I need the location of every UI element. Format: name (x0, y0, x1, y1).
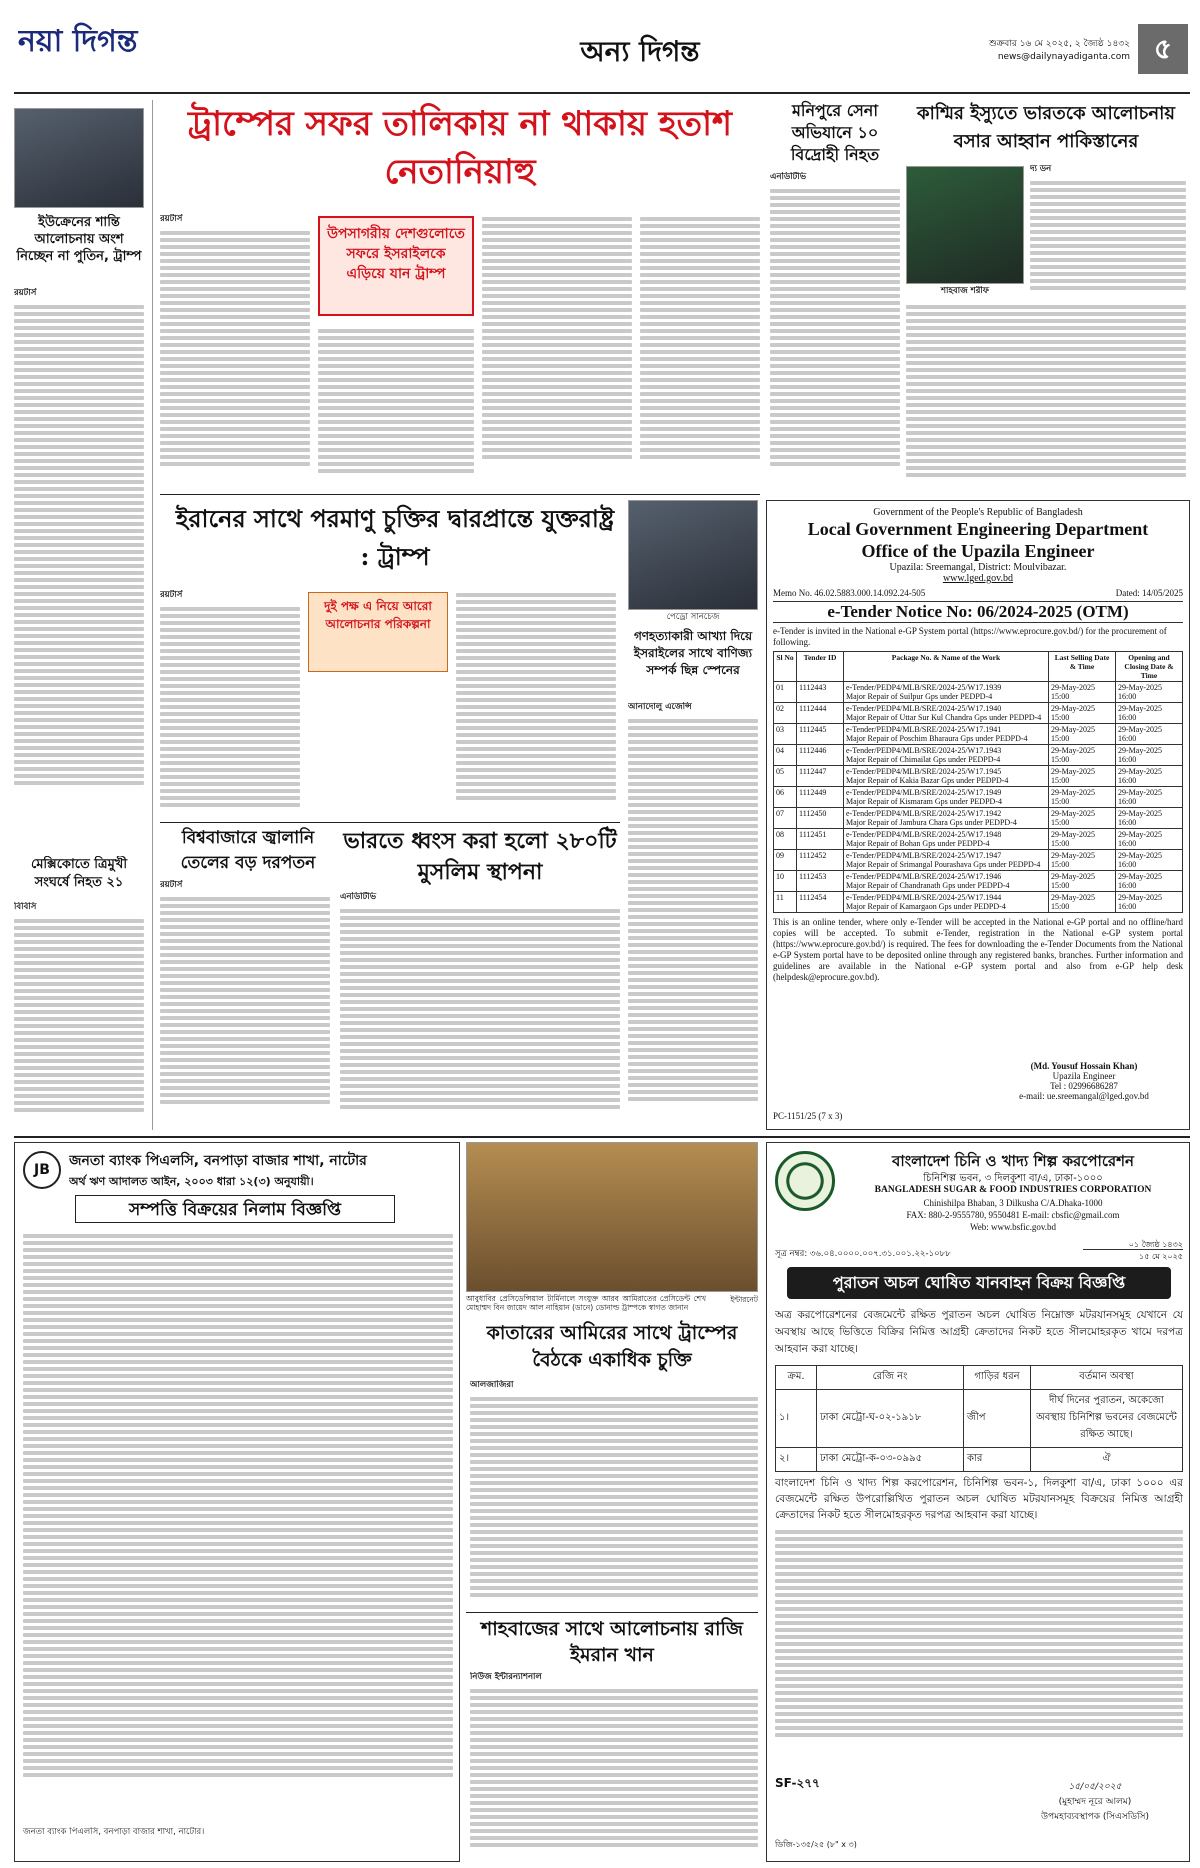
tender-cell-id: 1112452 (797, 850, 844, 871)
tender-table-row (774, 682, 1183, 703)
tender-cell-opening-line2: 16:00 (1118, 818, 1137, 827)
tender-table-row (774, 829, 1183, 850)
kashmir-headline: কাশ্মির ইস্যুতে ভারতকে আলোচনায় বসার আহ্বান পাকিস্তানের (917, 103, 1175, 152)
tender-cell-opening-line2: 16:00 (1118, 797, 1137, 806)
tender-signer-title: Upazila Engineer (1052, 1071, 1116, 1081)
tender-table-row (774, 892, 1183, 913)
tender-cell-selling (1049, 829, 1116, 850)
tender-upazila: Upazila: Sreemangal, District: Moulvibazar. (889, 562, 1067, 573)
tender-cell-selling (1049, 682, 1116, 703)
tender-cell-opening (1116, 871, 1183, 892)
tender-pc: PC-1151/25 (7 x 3) (773, 1111, 843, 1121)
imran-headline: শাহবাজের সাথে আলোচনায় রাজি ইমরান খান (481, 1618, 743, 1666)
tender-cell-opening-line2: 16:00 (1118, 839, 1137, 848)
tender-cell-opening-line1: 29-May-2025 (1118, 893, 1162, 902)
tender-cell-package (844, 787, 1049, 808)
iran-callout: দুই পক্ষ এ নিয়ে আরো আলোচনার পরিকল্পনা (324, 599, 432, 631)
tender-cell-id: 1112447 (797, 766, 844, 787)
tender-cell-opening-line2: 16:00 (1118, 881, 1137, 890)
tender-cell-package-line2: Major Repair of Kakia Bazar Gps under PEDPD-4 (846, 776, 1009, 785)
tender-table-body (774, 682, 1183, 913)
iran-body-col1 (160, 604, 300, 824)
tender-footer-text: This is an online tender, where only e-Tender will be accepted in the National e-GP portal and no offline/hard copies will be accepted. To submit e-Tender, registration in the National e-GP system portal (https://www.eprocure.gov.bd/) is required. The fees for downloading the e-Tender Documents from the National e-GP System portal have to be deposited online through any registered banks, branches. Further information and guidelines are available in the National e-GP system portal and also from e-GP help desk (helpdesk@eprocure.gov.bd). (773, 917, 1183, 982)
tender-cell-id: 1112449 (797, 787, 844, 808)
tender-cell-opening-line2: 16:00 (1118, 860, 1137, 869)
tender-cell-package-line2: Major Repair of Chandranath Gps under PEDPD-4 (846, 881, 1010, 890)
page-number: ৫ (1138, 24, 1188, 74)
tender-dated: Dated: 14/05/2025 (1115, 588, 1183, 598)
bsfic-vehicle-table (775, 1365, 1183, 1472)
qatar-dateline: আলজাজিরা (470, 1380, 514, 1390)
bsfic-cell-type: জীপ (964, 1390, 1031, 1448)
tender-cell-selling (1049, 724, 1116, 745)
bsfic-name-en: BANGLADESH SUGAR & FOOD INDUSTRIES CORPORATION (874, 1185, 1152, 1195)
bank-logo: JB (23, 1151, 61, 1189)
bsfic-date2: ১৫ মে ২০২৫ (1139, 1252, 1183, 1261)
tender-intro: e-Tender is invited in the National e-GP System portal (https://www.eprocure.gov.bd/) for the procurement of following. (773, 626, 1167, 647)
oil-dateline: রয়টার্স (160, 880, 183, 890)
tender-cell-selling-line1: 29-May-2025 (1051, 872, 1095, 881)
bsfic-notice (766, 1142, 1190, 1862)
tender-col-id: Tender ID (797, 652, 844, 682)
tender-cell-opening (1116, 703, 1183, 724)
bsfic-col-type: গাড়ির ধরন (964, 1366, 1031, 1390)
tender-office: Office of the Upazila Engineer (861, 541, 1095, 561)
tender-cell-sl: 05 (774, 766, 797, 787)
mexico-headline: মেক্সিকোতে ত্রিমুখী সংঘর্ষে নিহত ২১ (30, 857, 128, 890)
tender-cell-id: 1112446 (797, 745, 844, 766)
tender-cell-id: 1112450 (797, 808, 844, 829)
bsfic-ref: সূত্র নম্বর: ৩৬.০৪.০০০০.০০৭.৩১.০০১.২২-১০৮৮ (775, 1249, 951, 1259)
bsfic-col-serial: ক্রম. (776, 1366, 817, 1390)
manipur-body (770, 186, 900, 492)
tender-cell-opening-line2: 16:00 (1118, 902, 1137, 911)
tender-cell-selling-line1: 29-May-2025 (1051, 809, 1095, 818)
tender-cell-selling-line2: 15:00 (1051, 692, 1070, 701)
tender-cell-package (844, 871, 1049, 892)
tender-title: e-Tender Notice No: 06/2024-2025 (OTM) (773, 601, 1183, 623)
bsfic-table-row (776, 1390, 1183, 1448)
bsfic-name-bn: বাংলাদেশ চিনি ও খাদ্য শিল্প করপোরেশন (892, 1152, 1134, 1170)
tender-cell-selling-line1: 29-May-2025 (1051, 746, 1095, 755)
kashmir-body-bottom (906, 302, 1186, 492)
bsfic-table-header (776, 1366, 1183, 1390)
tender-cell-id: 1112445 (797, 724, 844, 745)
tender-cell-package (844, 703, 1049, 724)
tender-cell-selling-line2: 15:00 (1051, 881, 1070, 890)
tender-cell-selling-line1: 29-May-2025 (1051, 830, 1095, 839)
tender-cell-package (844, 724, 1049, 745)
iran-rule (160, 822, 620, 823)
tender-cell-opening-line1: 29-May-2025 (1118, 851, 1162, 860)
tender-email: e-mail: ue.sreemangal@lged.gov.bd (1019, 1091, 1149, 1101)
iran-callout-box (308, 592, 448, 672)
india-headline: ভারতে ধ্বংস করা হলো ২৮০টি মুসলিম স্থাপনা (343, 828, 617, 885)
tender-cell-selling-line2: 15:00 (1051, 797, 1070, 806)
tender-memo: Memo No. 46.02.5883.000.14.092.24-505 (773, 588, 926, 598)
india-dateline: এনডিটিভি (340, 892, 377, 902)
tender-table-row (774, 766, 1183, 787)
tender-cell-package-line1: e-Tender/PEDP4/MLB/SRE/2024-25/W17.1945 (846, 767, 1002, 776)
tender-cell-id: 1112453 (797, 871, 844, 892)
tender-cell-opening-line2: 16:00 (1118, 692, 1137, 701)
qatar-rule (466, 1612, 758, 1613)
tender-cell-package-line2: Major Repair of Kamargaon Gps under PEDPD-4 (846, 902, 1006, 911)
lead-dateline: রয়টার্স (160, 214, 183, 224)
tender-cell-opening (1116, 829, 1183, 850)
bsfic-table-row (776, 1448, 1183, 1472)
tender-cell-sl: 02 (774, 703, 797, 724)
tender-cell-opening-line2: 16:00 (1118, 776, 1137, 785)
tender-cell-selling-line2: 15:00 (1051, 902, 1070, 911)
qatar-headline: কাতারের আমিরের সাথে ট্রাম্পের বৈঠকে একাধিক চুক্তি (486, 1322, 738, 1371)
lead-body-col2 (318, 326, 474, 488)
iran-body-col2 (456, 590, 616, 824)
tender-cell-selling-line1: 29-May-2025 (1051, 788, 1095, 797)
tender-cell-sl: 06 (774, 787, 797, 808)
tender-cell-sl: 08 (774, 829, 797, 850)
bsfic-size-note: ডিজি-১৩৫/২৫ (৮" x ৩) (775, 1840, 857, 1849)
tender-cell-selling-line1: 29-May-2025 (1051, 767, 1095, 776)
lead-body-col4 (640, 214, 760, 488)
tender-cell-id: 1112451 (797, 829, 844, 850)
masthead (0, 0, 1200, 86)
bsfic-signer: (মুহাম্মদ নূরে আলম) (1058, 1797, 1132, 1807)
tender-table-row (774, 703, 1183, 724)
lead-callout-box (318, 216, 474, 316)
tender-cell-sl: 03 (774, 724, 797, 745)
tender-cell-opening (1116, 682, 1183, 703)
tender-cell-package-line1: e-Tender/PEDP4/MLB/SRE/2024-25/W17.1939 (846, 683, 1002, 692)
tender-table-row (774, 787, 1183, 808)
bsfic-web[interactable]: Web: www.bsfic.gov.bd (969, 1222, 1057, 1232)
tender-cell-package-line1: e-Tender/PEDP4/MLB/SRE/2024-25/W17.1942 (846, 809, 1002, 818)
tender-cell-package-line2: Major Repair of Bohan Gps under PEDPD-4 (846, 839, 990, 848)
ukraine-dateline: রয়টার্স (14, 288, 37, 298)
bank-sub: অর্থ ঋণ আদালত আইন, ২০০৩ ধারা ১২(৩) অনুযায়ী। (69, 1175, 314, 1188)
qatar-caption: আবুধাবির প্রেসিডেন্সিয়াল টার্মিনালে সংযুক্ত আরব আমিরাতের প্রেসিডেন্ট শেখ মোহাম্মদ বিন জায়েদ আল নাহিয়ান (ডানে) ডোনাল্ড ট্রাম্পকে স্বাগত জানান (466, 1294, 706, 1312)
tender-tel: Tel : 02996686287 (1050, 1081, 1118, 1091)
tender-cell-opening (1116, 892, 1183, 913)
tender-cell-selling (1049, 745, 1116, 766)
tender-cell-id: 1112454 (797, 892, 844, 913)
manipur-headline: মনিপুরে সেনা অভিযানে ১০ বিদ্রোহী নিহত (790, 101, 880, 164)
tender-table-row (774, 850, 1183, 871)
tender-cell-package-line1: e-Tender/PEDP4/MLB/SRE/2024-25/W17.1947 (846, 851, 1002, 860)
bsfic-notice-title: পুরাতন অচল ঘোষিত যানবাহন বিক্রয় বিজ্ঞপ্তি (787, 1267, 1171, 1299)
kashmir-caption: শাহবাজ শরীফ (940, 286, 990, 296)
tender-cell-package (844, 892, 1049, 913)
tender-cell-package-line2: Major Repair of Suilpur Gps under PEDPD-4 (846, 692, 993, 701)
bsfic-cell-type: কার (964, 1448, 1031, 1472)
bsfic-cell-state: ঐ (1031, 1448, 1183, 1472)
tender-cell-opening (1116, 787, 1183, 808)
bank-title: জনতা ব্যাংক পিএলসি, বনপাড়া বাজার শাখা, নাটোর (69, 1153, 367, 1169)
tender-col-selling: Last Selling Date & Time (1049, 652, 1116, 682)
spain-headline: গণহত্যাকারী আখ্যা দিয়ে ইসরাইলের সাথে বাণিজ্য সম্পর্ক ছিন্ন স্পেনের (633, 629, 753, 677)
tender-cell-package-line2: Major Repair of Kismaram Gps under PEDPD-4 (846, 797, 1002, 806)
tender-cell-opening-line1: 29-May-2025 (1118, 809, 1162, 818)
tender-cell-opening-line1: 29-May-2025 (1118, 788, 1162, 797)
bsfic-intro: অত্র করপোরেশনের বেজমেন্টে রক্ষিত পুরাতন অচল ঘোষিত নিম্নোক্ত মটরযানসমূহ যেখানে যে অবস্থায় আছে ভিত্তিতে বিক্রির নিমিত্ত আগ্রহী ক্রেতাদের নিকট হতে সীলমোহরকৃত খামে দরপত্র আহবান করা যাচ্ছে। (775, 1309, 1183, 1355)
tender-dept: Local Government Engineering Department (807, 519, 1149, 539)
tender-cell-package (844, 808, 1049, 829)
bsfic-table-body (776, 1390, 1183, 1472)
spain-caption: পেড্রো সানচেজ (666, 612, 720, 622)
tender-signer: (Md. Yousuf Hossain Khan) (1030, 1061, 1138, 1071)
lead-rule (160, 494, 760, 495)
bsfic-signer-title: উপমহাব্যবস্থাপক (সিএসডিসি) (1041, 1812, 1149, 1822)
website: news@dailynayadiganta.com (997, 52, 1130, 62)
tender-cell-package (844, 682, 1049, 703)
kashmir-dateline: দ্য ডন (1030, 164, 1052, 174)
tender-cell-package (844, 829, 1049, 850)
tender-cell-package-line1: e-Tender/PEDP4/MLB/SRE/2024-25/W17.1948 (846, 830, 1002, 839)
bsfic-fax: FAX: 880-2-9555780, 9550481 E-mail: cbsfic@gmail.com (906, 1210, 1120, 1220)
tender-cell-selling-line2: 15:00 (1051, 755, 1070, 764)
tender-cell-selling (1049, 703, 1116, 724)
bsfic-signature-block (1007, 1769, 1183, 1833)
tender-cell-package (844, 745, 1049, 766)
tender-cell-selling-line1: 29-May-2025 (1051, 704, 1095, 713)
bsfic-date1: ০১ জ্যৈষ্ঠ ১৪৩২ (1083, 1239, 1183, 1250)
tender-table-row (774, 745, 1183, 766)
tender-cell-package-line1: e-Tender/PEDP4/MLB/SRE/2024-25/W17.1940 (846, 704, 1002, 713)
tender-cell-package-line2: Major Repair of Srimangal Pourashava Gps under PEDPD-4 (846, 860, 1041, 869)
tender-cell-opening-line2: 16:00 (1118, 713, 1137, 722)
tender-cell-selling-line2: 15:00 (1051, 713, 1070, 722)
bank-notice (14, 1142, 460, 1862)
tender-cell-selling (1049, 787, 1116, 808)
tender-cell-package-line1: e-Tender/PEDP4/MLB/SRE/2024-25/W17.1946 (846, 872, 1002, 881)
tender-cell-package-line1: e-Tender/PEDP4/MLB/SRE/2024-25/W17.1949 (846, 788, 1002, 797)
left-column (14, 100, 148, 1130)
tender-cell-opening (1116, 850, 1183, 871)
bank-notice-title: সম্পত্তি বিক্রয়ের নিলাম বিজ্ঞপ্তি (75, 1195, 395, 1223)
tender-col-sl: Sl No (774, 652, 797, 682)
tender-cell-opening-line1: 29-May-2025 (1118, 683, 1162, 692)
tender-cell-package-line1: e-Tender/PEDP4/MLB/SRE/2024-25/W17.1941 (846, 725, 1002, 734)
tender-cell-package-line2: Major Repair of Poschim Bharaura Gps under PEDPD-4 (846, 734, 1028, 743)
tender-table (773, 651, 1183, 913)
lead-body-col1 (160, 228, 310, 488)
tender-cell-package-line2: Major Repair of Jambura Chara Gps under PEDPD-4 (846, 818, 1017, 827)
imran-body (470, 1686, 758, 1862)
tender-cell-selling-line2: 15:00 (1051, 734, 1070, 743)
tender-cell-selling-line1: 29-May-2025 (1051, 893, 1095, 902)
lead-body-col3 (482, 214, 632, 488)
newspaper-logo: নয়া দিগন্ত (18, 24, 138, 59)
tender-cell-selling-line1: 29-May-2025 (1051, 725, 1095, 734)
bsfic-col-reg: রেজি নং (817, 1366, 964, 1390)
spain-body (628, 716, 758, 1126)
tender-cell-package-line2: Major Repair of Uttar Sur Kul Chandra Gps under PEDPD-4 (846, 713, 1042, 722)
imran-dateline: নিউজ ইন্টারন্যাশনাল (470, 1672, 542, 1682)
tender-cell-sl: 07 (774, 808, 797, 829)
tender-cell-selling (1049, 850, 1116, 871)
bsfic-body-text: বাংলাদেশ চিনি ও খাদ্য শিল্প করপোরেশন, চিনিশিল্প ভবন-১, দিলকুশা বা/এ, ঢাকা ১০০০ এর বেজমেন্টে রক্ষিত উপরোল্লিখিত পুরাতন অচল ঘোষিত মটরযানসমূহ বিক্রয়ের নিমিত্ত আগ্রহী ক্রেতাদের নিকট হতে সীলমোহরকৃত দরপত্র আহবান করা যাচ্ছে। (775, 1477, 1183, 1521)
bsfic-cell-reg: ঢাকা মেট্রো-ঘ-০২-১৯১৮ (817, 1390, 964, 1448)
bsfic-col-state: বর্তমান অবস্থা (1031, 1366, 1183, 1390)
bsfic-sf: SF-২৭৭ (775, 1776, 820, 1790)
tender-cell-sl: 09 (774, 850, 797, 871)
tender-cell-sl: 10 (774, 871, 797, 892)
tender-cell-selling-line2: 15:00 (1051, 776, 1070, 785)
mid-rule (14, 1136, 1190, 1138)
tender-cell-package-line1: e-Tender/PEDP4/MLB/SRE/2024-25/W17.1944 (846, 893, 1002, 902)
tender-web[interactable]: www.lged.gov.bd (942, 573, 1014, 584)
masthead-rule (14, 92, 1190, 94)
tender-cell-package (844, 766, 1049, 787)
tender-cell-opening (1116, 745, 1183, 766)
tender-memo-row (773, 588, 1183, 598)
tender-col-package: Package No. & Name of the Work (844, 652, 1049, 682)
trump-uae-photo (466, 1142, 758, 1292)
tender-cell-selling-line2: 15:00 (1051, 860, 1070, 869)
iran-headline: ইরানের সাথে পরমাণু চুক্তির দ্বারপ্রান্তে যুক্তরাষ্ট্র : ট্রাম্প (175, 504, 615, 571)
qatar-credit: ইন্টারনেট (730, 1295, 758, 1304)
iran-dateline: রয়টার্স (160, 590, 183, 600)
bsfic-addr-bn: চিনিশিল্প ভবন, ৩ দিলকুশা বা/এ, ঢাকা-১০০০ (923, 1173, 1103, 1184)
tender-cell-selling (1049, 766, 1116, 787)
tender-cell-id: 1112443 (797, 682, 844, 703)
spain-dateline: আনাদোলু এজেন্সি (628, 702, 692, 712)
tender-table-row (774, 724, 1183, 745)
bsfic-sign-date: ১৫/০৫/২০২৫ (1068, 1782, 1122, 1792)
date-line: শুক্রবার ১৬ মে ২০২৫, ২ জ্যৈষ্ঠ ১৪৩২ (988, 39, 1130, 49)
tender-cell-opening (1116, 808, 1183, 829)
lead-callout: উপসাগরীয় দেশগুলোতে সফরে ইসরাইলকে এড়িয়ে যান ট্রাম্প (327, 226, 465, 282)
tender-signature-block (989, 1049, 1179, 1121)
bank-notice-body (23, 1231, 453, 1821)
section-title: অন্য দিগন্ত (580, 35, 700, 68)
bsfic-cell-state: দীর্ঘ দিনের পুরাতন, অকেজো অবস্থায় চিনিশিল্প ভবনের বেজমেন্টে রক্ষিত আছে। (1031, 1390, 1183, 1448)
pedro-sanchez-photo (628, 500, 758, 610)
tender-cell-selling-line2: 15:00 (1051, 818, 1070, 827)
bsfic-body-more (775, 1527, 1183, 1767)
bsfic-addr-en: Chinishilpa Bhaban, 3 Dilkusha C/A.Dhaka-1000 (923, 1198, 1103, 1208)
bsfic-cell-reg: ঢাকা মেট্রো-ক-০৩-০৯৯৫ (817, 1448, 964, 1472)
tender-notice (766, 500, 1190, 1130)
tender-cell-opening-line1: 29-May-2025 (1118, 767, 1162, 776)
bsfic-cell-serial: ১। (776, 1390, 817, 1448)
kashmir-body-right (1030, 178, 1186, 298)
bsfic-logo (775, 1151, 835, 1211)
tender-cell-opening (1116, 766, 1183, 787)
tender-cell-selling-line1: 29-May-2025 (1051, 851, 1095, 860)
tender-cell-package (844, 850, 1049, 871)
tender-cell-selling (1049, 892, 1116, 913)
mexico-body (14, 916, 144, 1126)
tender-cell-selling-line2: 15:00 (1051, 839, 1070, 848)
tender-cell-opening-line1: 29-May-2025 (1118, 704, 1162, 713)
tender-table-row (774, 871, 1183, 892)
tender-cell-opening-line1: 29-May-2025 (1118, 830, 1162, 839)
tender-cell-sl: 11 (774, 892, 797, 913)
tender-cell-selling (1049, 808, 1116, 829)
lead-headline: ট্রাম্পের সফর তালিকায় না থাকায় হতাশ নেতানিয়াহু (187, 104, 733, 192)
mexico-dateline: বিবিসি (14, 902, 37, 912)
tender-cell-package-line1: e-Tender/PEDP4/MLB/SRE/2024-25/W17.1943 (846, 746, 1002, 755)
tender-cell-id: 1112444 (797, 703, 844, 724)
bsfic-cell-serial: ২। (776, 1448, 817, 1472)
tender-cell-sl: 04 (774, 745, 797, 766)
oil-body (160, 894, 330, 1126)
tender-cell-sl: 01 (774, 682, 797, 703)
tender-gov: Government of the People's Republic of Bangladesh (873, 507, 1083, 518)
tender-cell-selling-line1: 29-May-2025 (1051, 683, 1095, 692)
tender-cell-package-line2: Major Repair of Chimailat Gps under PEDPD-4 (846, 755, 1001, 764)
tender-cell-opening-line2: 16:00 (1118, 755, 1137, 764)
putin-trump-photo (14, 108, 144, 208)
ukraine-body (14, 302, 144, 852)
tender-cell-opening-line1: 29-May-2025 (1118, 725, 1162, 734)
left-column-divider (152, 100, 153, 1130)
bank-sign: জনতা ব্যাংক পিএলসি, বনপাড়া বাজার শাখা, নাটোর। (23, 1827, 205, 1837)
manipur-dateline: এনডিটিভি (770, 172, 807, 182)
tender-table-header (774, 652, 1183, 682)
tender-cell-opening (1116, 724, 1183, 745)
tender-table-row (774, 808, 1183, 829)
india-body (340, 906, 620, 1126)
tender-cell-selling (1049, 871, 1116, 892)
tender-cell-opening-line1: 29-May-2025 (1118, 746, 1162, 755)
qatar-body (470, 1394, 758, 1608)
ukraine-headline: ইউক্রেনের শান্তি আলোচনায় অংশ নিচ্ছেন না পুতিন, ট্রাম্প (16, 215, 142, 264)
tender-cell-opening-line2: 16:00 (1118, 734, 1137, 743)
tender-col-opening: Opening and Closing Date & Time (1116, 652, 1183, 682)
oil-headline: বিশ্ববাজারে জ্বালানি তেলের বড় দরপতন (180, 828, 316, 873)
shehbaz-sharif-photo (906, 166, 1024, 284)
tender-cell-opening-line1: 29-May-2025 (1118, 872, 1162, 881)
